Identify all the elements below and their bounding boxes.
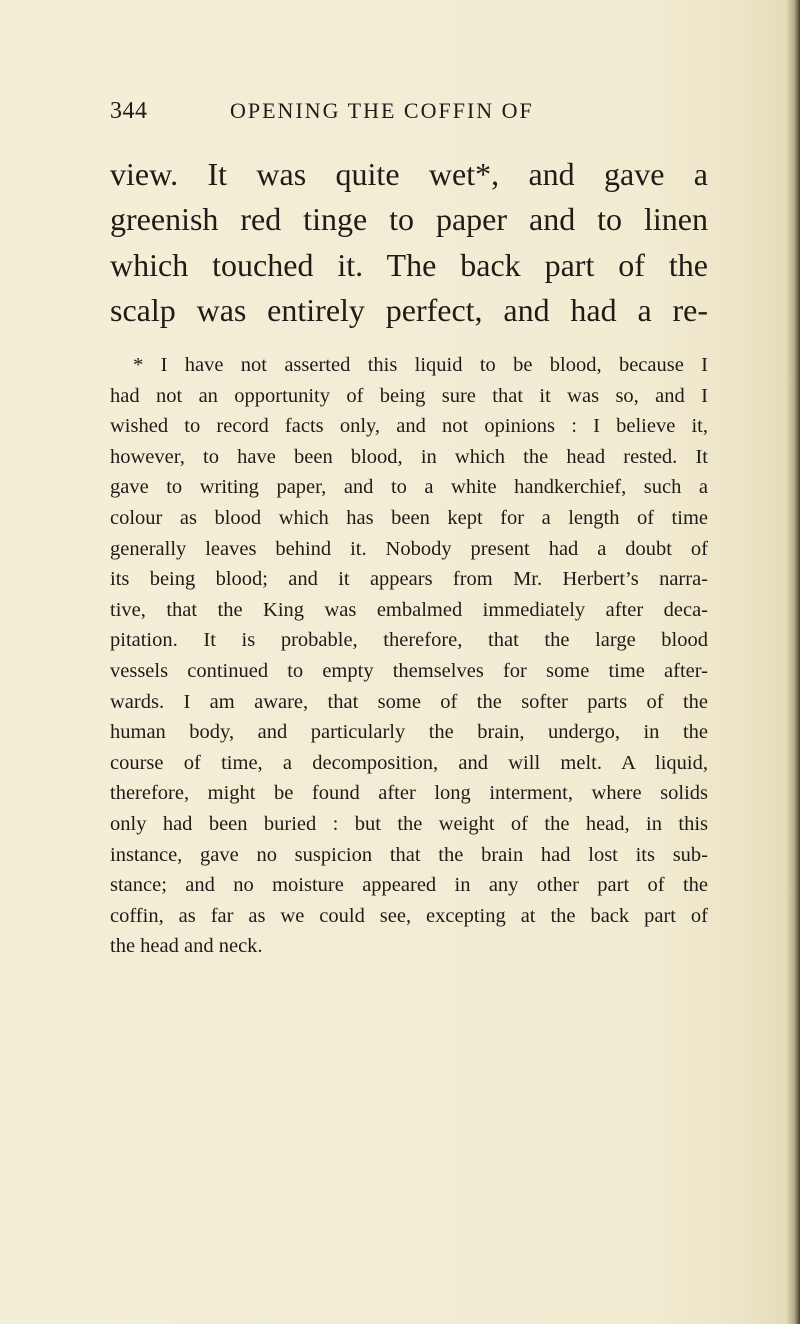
footnote-line: human body, and particularly the brain, undergo, in the — [110, 721, 708, 744]
footnote-line: the head and neck. — [110, 935, 263, 958]
main-text — [110, 152, 708, 333]
footnote-line: gave to writing paper, and to a white handkerchief, such a — [110, 476, 708, 499]
footnote-line: * I have not asserted this liquid to be blood, because I — [133, 354, 708, 376]
page-header — [110, 98, 710, 128]
footnote-line: generally leaves behind it. Nobody present had a doubt of — [110, 537, 708, 560]
text-line: view. It was quite wet*, and gave a — [110, 156, 708, 192]
footnote-line: wards. I am aware, that some of the softer parts of the — [110, 690, 708, 713]
footnote-line: pitation. It is probable, therefore, that the large blood — [110, 629, 708, 652]
footnote-line: had not an opportunity of being sure that it was so, and I — [110, 384, 708, 407]
text-line: greenish red tinge to paper and to linen — [110, 201, 708, 238]
footnote-line: colour as blood which has been kept for a length of time — [110, 506, 708, 529]
footnote-line: coffin, as far as we could see, excepting at the back part of — [110, 904, 708, 927]
footnote-line: course of time, a decomposition, and will melt. A liquid, — [110, 751, 708, 774]
page-number: 344 — [110, 98, 148, 124]
text-line: scalp was entirely perfect, and had a re- — [110, 291, 708, 328]
footnote-line: instance, gave no suspicion that the brain had lost its sub- — [110, 843, 708, 866]
footnote-line: vessels continued to empty themselves for some time after- — [110, 659, 708, 682]
footnote-line: stance; and no moisture appeared in any other part of the — [110, 874, 708, 897]
footnote-line: therefore, might be found after long interment, where solids — [110, 782, 708, 805]
footnote — [110, 350, 708, 962]
page-edge-shadow — [786, 0, 800, 1324]
footnote-line: wished to record facts only, and not opinions : I believe it, — [110, 415, 708, 438]
text-line: which touched it. The back part of the — [110, 246, 708, 283]
footnote-line: only had been buried : but the weight of the head, in this — [110, 812, 708, 835]
footnote-line: its being blood; and it appears from Mr. Herbert’s narra- — [110, 568, 708, 591]
footnote-line: tive, that the King was embalmed immediately after deca- — [110, 598, 708, 621]
footnote-line: however, to have been blood, in which the head rested. It — [110, 445, 708, 468]
running-head: OPENING THE COFFIN OF — [230, 98, 534, 123]
